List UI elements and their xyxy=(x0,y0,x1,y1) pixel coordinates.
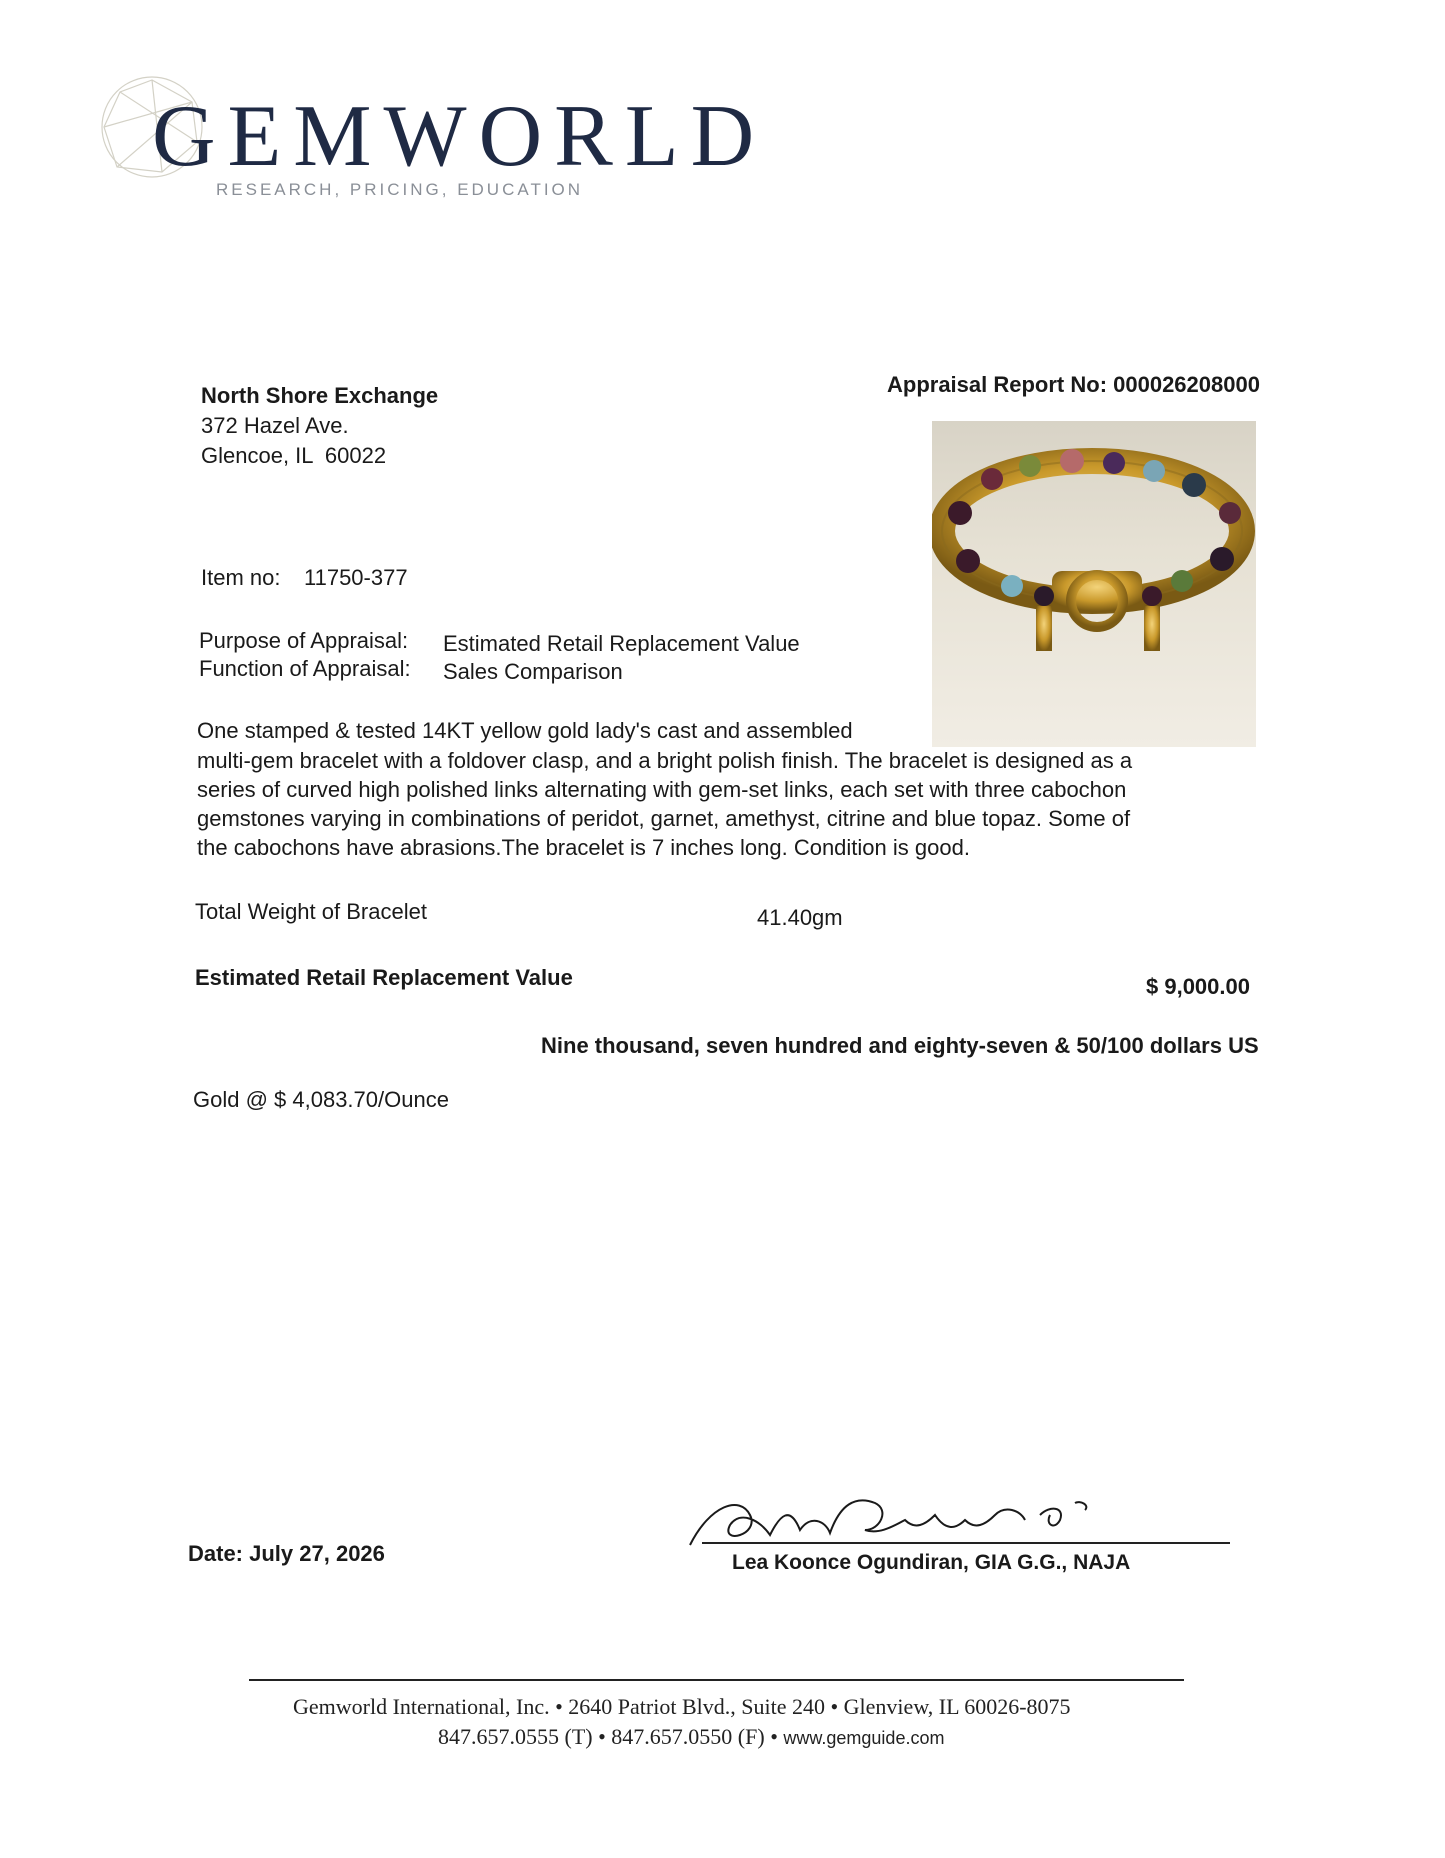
gold-price: Gold @ $ 4,083.70/Ounce xyxy=(193,1087,449,1112)
item-number-value: 11750-377 xyxy=(304,565,408,590)
weight-value: 41.40gm xyxy=(757,905,843,930)
footer-city: Glenview, IL 60026-8075 xyxy=(843,1694,1071,1719)
description-line: One stamped & tested 14KT yellow gold lady's cast and assembled xyxy=(197,718,853,743)
client-address-line1: 372 Hazel Ave. xyxy=(201,413,349,438)
value-label: Estimated Retail Replacement Value xyxy=(195,965,573,990)
value-amount: $ 9,000.00 xyxy=(1146,974,1250,999)
appraisal-report-number: Appraisal Report No: 000026208000 xyxy=(887,372,1260,397)
function-label: Function of Appraisal: xyxy=(199,656,411,681)
description-line: series of curved high polished links alternating with gem-set links, each set with three cabochon xyxy=(197,777,1127,802)
footer-address-line xyxy=(293,1694,1071,1720)
client-address-line2: Glencoe, IL 60022 xyxy=(201,443,387,468)
bullet-icon: • xyxy=(770,1724,784,1749)
footer-contact-line xyxy=(438,1724,944,1750)
item-photo xyxy=(932,421,1256,747)
bullet-icon: • xyxy=(830,1694,844,1719)
logo xyxy=(92,70,767,210)
footer-divider xyxy=(249,1679,1184,1681)
bracelet-image xyxy=(932,421,1256,747)
purpose-value: Estimated Retail Replacement Value xyxy=(443,631,800,656)
signature-image xyxy=(680,1485,1110,1555)
value-in-words: Nine thousand, seven hundred and eighty-seven & 50/100 dollars US xyxy=(541,1033,1259,1058)
signature-block xyxy=(680,1485,1250,1585)
client-name: North Shore Exchange xyxy=(201,383,439,408)
signature-line xyxy=(702,1542,1230,1544)
description-line: gemstones varying in combinations of peridot, garnet, amethyst, citrine and blue topaz. Some of xyxy=(197,806,1131,831)
logo-tagline: RESEARCH, PRICING, EDUCATION xyxy=(216,180,584,199)
footer-fax: 847.657.0550 (F) xyxy=(611,1724,765,1749)
weight-label: Total Weight of Bracelet xyxy=(195,899,427,924)
description-line: the cabochons have abrasions.The bracelet is 7 inches long. Condition is good. xyxy=(197,835,970,860)
function-value: Sales Comparison xyxy=(443,659,623,684)
appraiser-name: Lea Koonce Ogundiran, GIA G.G., NAJA xyxy=(732,1551,1131,1574)
footer-phone: 847.657.0555 (T) xyxy=(438,1724,593,1749)
footer-company: Gemworld International, Inc. xyxy=(293,1694,550,1719)
bullet-icon: • xyxy=(598,1724,612,1749)
report-date: Date: July 27, 2026 xyxy=(188,1541,385,1566)
footer-website-link[interactable]: www.gemguide.com xyxy=(783,1728,945,1748)
item-number-label: Item no: xyxy=(201,565,281,590)
description-line: multi-gem bracelet with a foldover clasp, and a bright polish finish. The bracelet is designed as a xyxy=(197,748,1133,773)
purpose-label: Purpose of Appraisal: xyxy=(199,628,409,653)
bullet-icon: • xyxy=(555,1694,569,1719)
footer-street: 2640 Patriot Blvd., Suite 240 xyxy=(568,1694,825,1719)
logo-wordmark: GEMWORLD xyxy=(152,88,767,185)
